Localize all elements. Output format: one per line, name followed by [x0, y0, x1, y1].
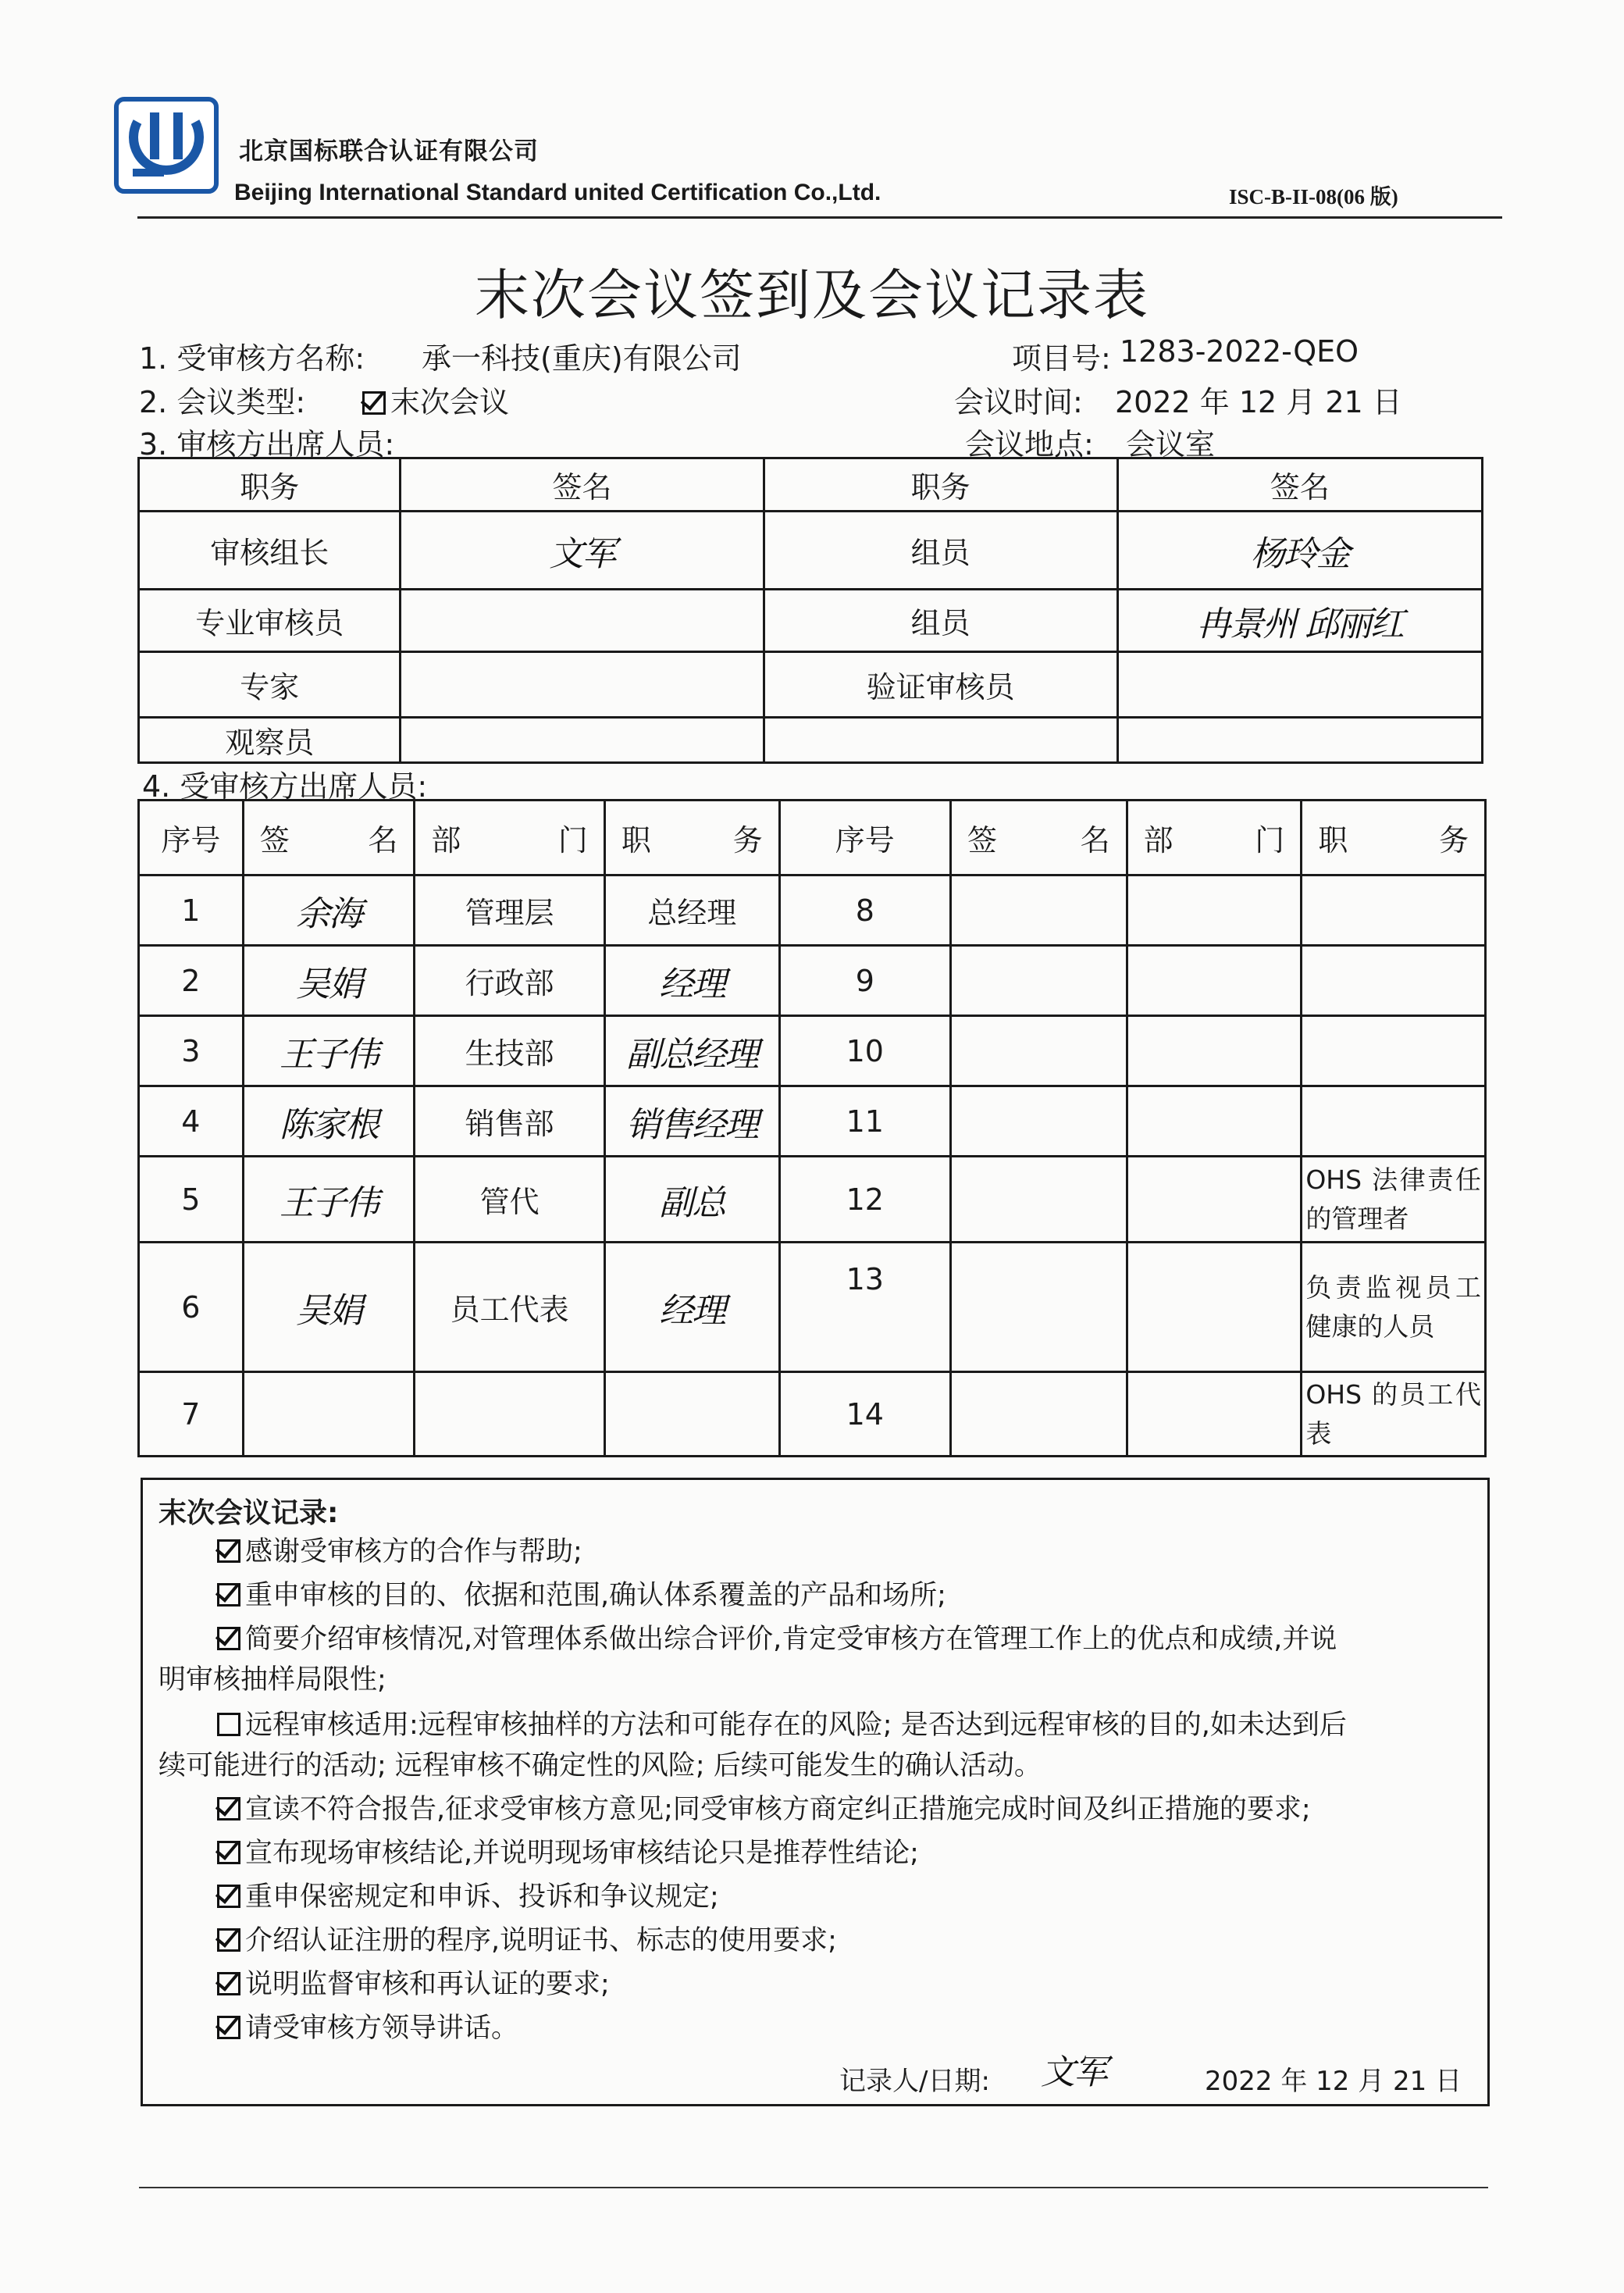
position-cell: 总经理: [604, 875, 779, 946]
document-code: ISC-B-II-08(06 版): [1229, 185, 1398, 209]
signature-cell[interactable]: [243, 1372, 415, 1457]
signature-cell[interactable]: [401, 590, 764, 652]
record-item-continuation: 续可能进行的活动; 远程审核不确定性的风险; 后续可能发生的确认活动。: [158, 1750, 1042, 1781]
role-cell: 组员: [764, 512, 1117, 590]
record-item-continuation: 明审核抽样局限性;: [158, 1664, 386, 1696]
record-item: [217, 1617, 1337, 1656]
table-row: [139, 1243, 1486, 1372]
header-cell: 签名: [401, 458, 764, 512]
dept-cell: [1127, 1157, 1302, 1243]
recorder-label: 记录人/日期:: [839, 2066, 990, 2097]
position-cell: OHS 法律责任的管理者: [1302, 1157, 1486, 1243]
signature-cell[interactable]: 文军: [401, 512, 764, 590]
table-row: [139, 946, 1486, 1016]
position-cell: [1302, 1086, 1486, 1157]
header-cell: 职务: [139, 458, 401, 512]
company-name-en: Beijing International Standard united Certification Co.,Ltd.: [234, 180, 881, 205]
signature-cell[interactable]: [951, 875, 1127, 946]
seq-cell: 8: [779, 875, 950, 946]
auditee-attendance-table: [137, 799, 1487, 1457]
signature-cell[interactable]: [1117, 718, 1482, 763]
record-item: [217, 2006, 518, 2045]
record-item: [217, 1963, 610, 2002]
record-item: [217, 1919, 837, 1958]
signature-cell[interactable]: 杨玲金: [1117, 512, 1482, 590]
record-item-text: 宣读不符合报告,征求受审核方意见;同受审核方商定纠正措施完成时间及纠正措施的要求;: [245, 1794, 1311, 1825]
record-item: [217, 1788, 1311, 1827]
signature-cell[interactable]: [951, 946, 1127, 1016]
signature-cell[interactable]: 冉景州 邱丽红: [1117, 590, 1482, 652]
record-checkbox[interactable]: [217, 1885, 240, 1908]
seq-cell: 14: [779, 1372, 950, 1457]
header-cell: 职 务: [1302, 801, 1486, 875]
meeting-record-title: 末次会议记录:: [158, 1497, 339, 1529]
header-cell: 职 务: [604, 801, 779, 875]
table-header-row: [139, 458, 1483, 512]
table-row: [139, 1086, 1486, 1157]
header-cell: 签 名: [243, 801, 415, 875]
seq-cell: 13: [779, 1243, 950, 1372]
dept-cell: 生技部: [415, 1016, 605, 1086]
auditee-attendees-label: 4. 受审核方出席人员:: [142, 769, 428, 804]
seq-cell: 9: [779, 946, 950, 1016]
auditor-attendance-table: [137, 457, 1483, 764]
auditor-attendees-label: 3. 审核方出席人员:: [139, 427, 395, 462]
dept-cell: [415, 1372, 605, 1457]
role-cell: 验证审核员: [764, 652, 1117, 718]
header-divider: [137, 216, 1502, 219]
signature-cell[interactable]: 吴娟: [243, 946, 415, 1016]
role-cell: 专业审核员: [139, 590, 401, 652]
seq-cell: 6: [139, 1243, 244, 1372]
record-checkbox[interactable]: [217, 1841, 240, 1864]
dept-cell: 行政部: [415, 946, 605, 1016]
signature-cell[interactable]: 陈家根: [243, 1086, 415, 1157]
record-item: [217, 1875, 719, 1914]
meeting-type-value: [362, 378, 509, 421]
header-cell: 职务: [764, 458, 1117, 512]
meeting-time-label: 会议时间:: [954, 385, 1083, 419]
position-cell: 副总经理: [604, 1016, 779, 1086]
seq-cell: 7: [139, 1372, 244, 1457]
meeting-type-label: 2. 会议类型:: [139, 385, 306, 419]
table-row: [139, 512, 1483, 590]
record-checkbox[interactable]: [217, 1797, 240, 1820]
auditee-name-label: 1. 受审核方名称:: [139, 341, 365, 376]
record-item-text: 重申审核的目的、依据和范围,确认体系覆盖的产品和场所;: [245, 1580, 946, 1611]
recorder-signature[interactable]: 文军: [1041, 2052, 1106, 2092]
seq-cell: 1: [139, 875, 244, 946]
meeting-type-checkbox[interactable]: [362, 391, 386, 415]
signature-cell[interactable]: [401, 718, 764, 763]
dept-cell: [1127, 1086, 1302, 1157]
signature-cell[interactable]: 王子伟: [243, 1016, 415, 1086]
signature-cell[interactable]: [401, 652, 764, 718]
company-name-cn: 北京国标联合认证有限公司: [239, 137, 539, 166]
company-logo: [114, 97, 219, 194]
record-item-text: 重申保密规定和申诉、投诉和争议规定;: [245, 1881, 719, 1913]
form-title: 末次会议签到及会议记录表: [475, 263, 1149, 327]
meeting-time-value: 2022 年 12 月 21 日: [1115, 385, 1402, 419]
table-row: [139, 1157, 1486, 1243]
table-row: [139, 718, 1483, 763]
record-item: [217, 1530, 582, 1569]
table-row: [139, 1016, 1486, 1086]
dept-cell: [1127, 946, 1302, 1016]
record-checkbox[interactable]: [217, 1583, 240, 1607]
project-no-label: 项目号:: [1012, 341, 1111, 376]
signature-cell[interactable]: [951, 1016, 1127, 1086]
dept-cell: [1127, 1243, 1302, 1372]
seq-cell: 11: [779, 1086, 950, 1157]
seq-cell: 4: [139, 1086, 244, 1157]
dept-cell: [1127, 1016, 1302, 1086]
seq-cell: 10: [779, 1016, 950, 1086]
signature-cell[interactable]: 余海: [243, 875, 415, 946]
position-cell: 经理: [604, 946, 779, 1016]
meeting-record-box: [141, 1478, 1490, 2106]
meeting-place-label: 会议地点:: [965, 427, 1094, 462]
project-no-value: 1283-2022-QEO: [1120, 334, 1359, 369]
record-item-text: 宣布现场审核结论,并说明现场审核结论只是推荐性结论;: [245, 1838, 919, 1869]
dept-cell: 管代: [415, 1157, 605, 1243]
record-checkbox[interactable]: [217, 1972, 240, 1995]
header-cell: 部 门: [415, 801, 605, 875]
table-row: [139, 652, 1483, 718]
record-checkbox[interactable]: [217, 1627, 240, 1650]
record-checkbox[interactable]: [217, 1928, 240, 1952]
position-cell: [1302, 1016, 1486, 1086]
record-item-text: 远程审核适用:远程审核抽样的方法和可能存在的风险; 是否达到远程审核的目的,如未达到后: [245, 1710, 1347, 1741]
header-cell: 签 名: [951, 801, 1127, 875]
header-cell: 序号: [779, 801, 950, 875]
signature-cell[interactable]: [1117, 652, 1482, 718]
signature-cell[interactable]: [951, 1157, 1127, 1243]
seq-cell: 3: [139, 1016, 244, 1086]
seq-cell: 5: [139, 1157, 244, 1243]
record-checkbox[interactable]: [217, 1713, 240, 1736]
signature-cell[interactable]: [951, 1086, 1127, 1157]
footer-divider: [139, 2187, 1488, 2188]
table-row: [139, 1372, 1486, 1457]
position-cell: [604, 1372, 779, 1457]
signature-cell[interactable]: 吴娟: [243, 1243, 415, 1372]
dept-cell: [1127, 1372, 1302, 1457]
record-item-text: 说明监督审核和再认证的要求;: [245, 1969, 610, 2000]
role-cell: 观察员: [139, 718, 401, 763]
header-cell: 签名: [1117, 458, 1482, 512]
record-item-text: 感谢受审核方的合作与帮助;: [245, 1536, 582, 1567]
meeting-place-value: 会议室: [1126, 427, 1216, 462]
position-cell: 负责监视员工健康的人员: [1302, 1243, 1486, 1372]
position-cell: 副总: [604, 1157, 779, 1243]
position-cell: [1302, 946, 1486, 1016]
role-cell: 组员: [764, 590, 1117, 652]
dept-cell: 管理层: [415, 875, 605, 946]
dept-cell: [1127, 875, 1302, 946]
position-cell: 销售经理: [604, 1086, 779, 1157]
role-cell: [764, 718, 1117, 763]
dept-cell: 销售部: [415, 1086, 605, 1157]
signature-cell[interactable]: [951, 1243, 1127, 1372]
auditee-name-value: 承一科技(重庆)有限公司: [422, 341, 742, 376]
record-item: [217, 1574, 946, 1613]
position-cell: [1302, 875, 1486, 946]
role-cell: 审核组长: [139, 512, 401, 590]
recorder-date: 2022 年 12 月 21 日: [1205, 2066, 1462, 2097]
header-cell: 序号: [139, 801, 244, 875]
dept-cell: 员工代表: [415, 1243, 605, 1372]
table-row: [139, 875, 1486, 946]
header-cell: 部 门: [1127, 801, 1302, 875]
meeting-type-text: 末次会议: [390, 385, 510, 419]
position-cell: 经理: [604, 1243, 779, 1372]
table-header-row: [139, 801, 1486, 875]
record-item-text: 简要介绍审核情况,对管理体系做出综合评价,肯定受审核方在管理工作上的优点和成绩,并说: [245, 1624, 1337, 1655]
seq-cell: 2: [139, 946, 244, 1016]
record-item: [217, 1703, 1347, 1742]
record-item: [217, 1831, 919, 1870]
role-cell: 专家: [139, 652, 401, 718]
record-checkbox[interactable]: [217, 1539, 240, 1563]
seq-cell: 12: [779, 1157, 950, 1243]
position-cell: OHS 的员工代表: [1302, 1372, 1486, 1457]
signature-cell[interactable]: [951, 1372, 1127, 1457]
record-item-text: 介绍认证注册的程序,说明证书、标志的使用要求;: [245, 1925, 837, 1956]
signature-cell[interactable]: 王子伟: [243, 1157, 415, 1243]
table-row: [139, 590, 1483, 652]
record-item-text: 请受审核方领导讲话。: [245, 2013, 519, 2044]
record-checkbox[interactable]: [217, 2016, 240, 2039]
